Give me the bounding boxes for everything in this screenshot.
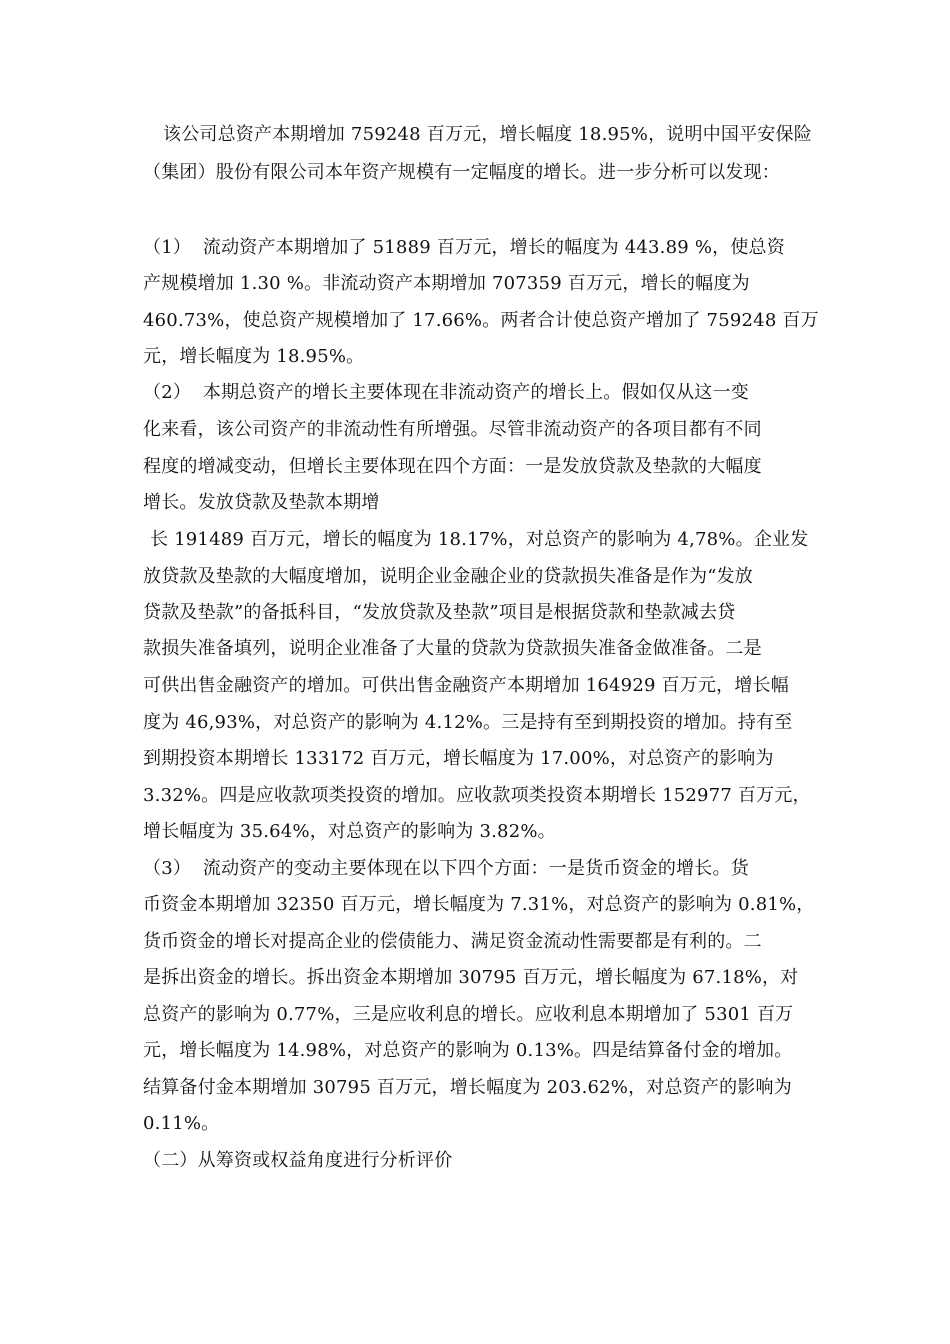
paragraph-line-4: 产规模增加 1.30 %。非流动资产本期增加 707359 百万元，增长的幅度为 <box>143 273 750 294</box>
paragraph-line-19: 增长幅度为 35.64%，对总资产的影响为 3.82%。 <box>143 821 556 842</box>
paragraph-line-20: （3） 流动资产的变动主要体现在以下四个方面：一是货币资金的增长。货 <box>143 858 749 879</box>
paragraph-line-16: 度为 46,93%，对总资产的影响为 4.12%。三是持有至到期投资的增加。持有至 <box>143 712 793 733</box>
paragraph-line-11: 长 191489 百万元，增长的幅度为 18.17%，对总资产的影响为 4,78%。企业发 <box>150 529 809 550</box>
paragraph-line-17: 到期投资本期增长 133172 百万元，增长幅度为 17.00%，对总资产的影响为 <box>143 748 774 769</box>
paragraph-line-5: 460.73%，使总资产规模增加了 17.66%。两者合计使总资产增加了 759248 百万 <box>143 310 819 331</box>
paragraph-line-23: 是拆出资金的增长。拆出资金本期增加 30795 百万元，增长幅度为 67.18%，对 <box>143 967 799 988</box>
paragraph-line-27: 0.11%。 <box>143 1113 220 1134</box>
paragraph-line-10: 增长。发放贷款及垫款本期增 <box>143 492 380 513</box>
paragraph-line-3: （1） 流动资产本期增加了 51889 百万元，增长的幅度为 443.89 %，使总资 <box>143 237 785 258</box>
paragraph-line-7: （2） 本期总资产的增长主要体现在非流动资产的增长上。假如仅从这一变 <box>143 382 749 403</box>
paragraph-line-26: 结算备付金本期增加 30795 百万元，增长幅度为 203.62%，对总资产的影响为 <box>143 1077 792 1098</box>
paragraph-line-8: 化来看，该公司资产的非流动性有所增强。尽管非流动资产的各项目都有不同 <box>143 419 762 440</box>
paragraph-line-13: 贷款及垫款”的备抵科目，“发放贷款及垫款”项目是根据贷款和垫款减去贷 <box>143 602 736 623</box>
paragraph-line-14: 款损失准备填列，说明企业准备了大量的贷款为贷款损失准备金做准备。二是 <box>143 638 762 659</box>
paragraph-line-18: 3.32%。四是应收款项类投资的增加。应收款项类投资本期增长 152977 百万元， <box>143 785 811 806</box>
paragraph-line-2: （集团）股份有限公司本年资产规模有一定幅度的增长。进一步分析可以发现： <box>143 162 780 183</box>
paragraph-line-12: 放贷款及垫款的大幅度增加，说明企业金融企业的贷款损失准备是作为“发放 <box>143 566 753 587</box>
paragraph-line-22: 货币资金的增长对提高企业的偿债能力、满足资金流动性需要都是有利的。二 <box>143 931 762 952</box>
paragraph-line-6: 元，增长幅度为 18.95%。 <box>143 346 365 367</box>
paragraph-line-25: 元，增长幅度为 14.98%，对总资产的影响为 0.13%。四是结算备付金的增加。 <box>143 1040 793 1061</box>
paragraph-line-9: 程度的增减变动，但增长主要体现在四个方面：一是发放贷款及垫款的大幅度 <box>143 456 762 477</box>
paragraph-line-24: 总资产的影响为 0.77%，三是应收利息的增长。应收利息本期增加了 5301 百万 <box>143 1004 794 1025</box>
section-heading: （二）从筹资或权益角度进行分析评价 <box>143 1150 453 1171</box>
paragraph-line-21: 币资金本期增加 32350 百万元，增长幅度为 7.31%，对总资产的影响为 0.81%， <box>143 894 815 915</box>
paragraph-line-15: 可供出售金融资产的增加。可供出售金融资产本期增加 164929 百万元，增长幅 <box>143 675 789 696</box>
paragraph-line-1: 该公司总资产本期增加 759248 百万元，增长幅度 18.95%，说明中国平安保险 <box>163 124 812 145</box>
